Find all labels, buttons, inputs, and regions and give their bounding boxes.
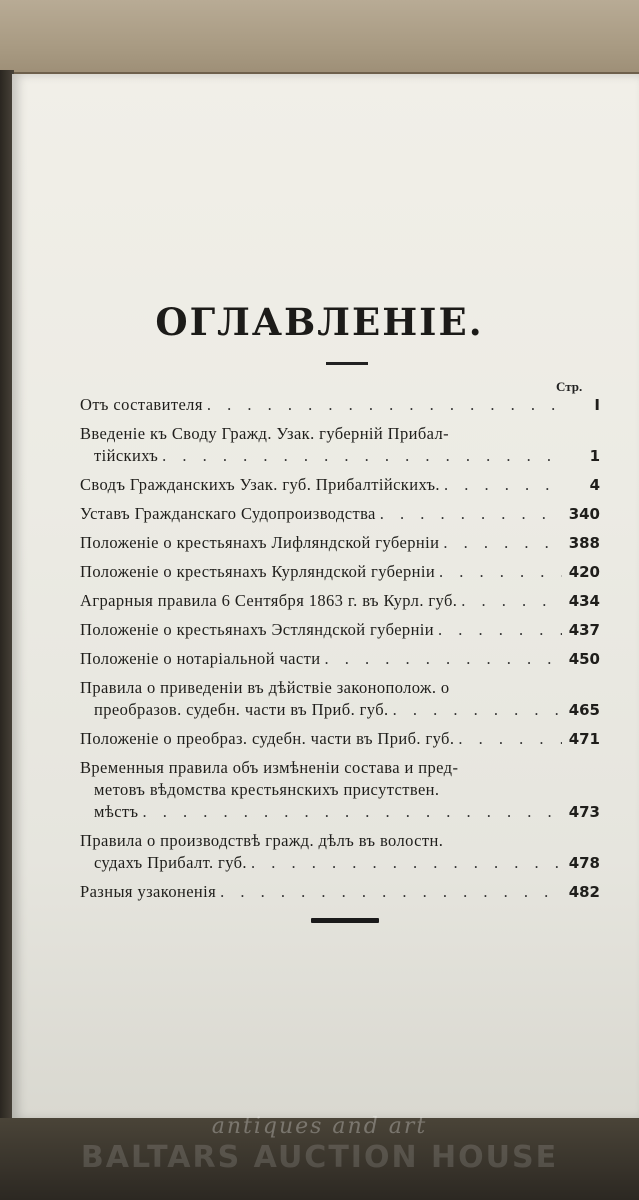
toc-entry-line	[80, 503, 600, 525]
toc-entry-line	[80, 881, 600, 903]
toc-entry-text: тiйскихъ	[94, 446, 159, 465]
toc-entry-line	[80, 757, 600, 779]
toc-page-number: 434	[568, 592, 600, 610]
closing-ornament-rule	[311, 918, 379, 923]
dot-leader	[458, 728, 562, 750]
toc-page-number: 482	[568, 883, 600, 901]
toc-page-number: 478	[568, 854, 600, 872]
toc-entry	[80, 532, 600, 554]
toc-page-number: 420	[568, 563, 600, 581]
toc-page-number: 1	[589, 447, 600, 465]
toc-entry-text: Сводъ Гражданскихъ Узак. губ. Прибалтiйскихъ.	[80, 475, 440, 494]
toc-entry	[80, 503, 600, 525]
toc-entry	[80, 590, 600, 612]
toc-entry	[80, 561, 600, 583]
toc-entry	[80, 728, 600, 750]
dot-leader	[162, 445, 562, 467]
toc-entry	[80, 830, 600, 874]
toc-entry-line	[80, 677, 600, 699]
toc-page-number: 437	[568, 621, 600, 639]
watermark-line-1: antiques and art	[211, 1114, 428, 1139]
toc-entry-text: Аграрныя правила 6 Сентября 1863 г. въ Курл. губ.	[80, 591, 458, 610]
dot-leader	[251, 852, 562, 874]
toc-entry-text: преобразов. судебн. части въ Приб. губ.	[94, 700, 389, 719]
toc-entry-line	[80, 801, 600, 823]
toc-entry-text: мѣстъ	[94, 802, 139, 821]
toc-entry-text: Положенiе о преобраз. судебн. части въ Приб. губ.	[80, 729, 455, 748]
toc-entry	[80, 619, 600, 641]
toc-page-number: I	[594, 396, 600, 414]
toc-page-number: 471	[568, 730, 600, 748]
dot-leader	[444, 474, 562, 496]
toc-entry-text: судахъ Прибалт. губ.	[94, 853, 247, 872]
dot-leader	[393, 699, 562, 721]
toc-entry-line	[80, 830, 600, 852]
toc-page-number: 465	[568, 701, 600, 719]
dot-leader	[461, 590, 562, 612]
toc-entry	[80, 677, 600, 721]
toc-entry	[80, 474, 600, 496]
toc-entry-line	[80, 590, 600, 612]
toc-page-number: 388	[568, 534, 600, 552]
toc-entry-line	[80, 728, 600, 750]
toc-entry-text: метовъ вѣдомства крестьянскихъ присутствен.	[94, 780, 440, 799]
toc-entry	[80, 423, 600, 467]
toc-entry-text: Положенiе о крестьянахъ Эстляндской губернiи	[80, 620, 435, 639]
toc-entry	[80, 757, 600, 823]
toc-page-number: 450	[568, 650, 600, 668]
dot-leader	[439, 561, 562, 583]
toc-page-number: 4	[589, 476, 600, 494]
toc-entry-line	[80, 648, 600, 670]
toc-entry-text: Разныя узаконенiя	[80, 882, 217, 901]
dot-leader	[380, 503, 562, 525]
table-of-contents	[80, 394, 600, 910]
toc-entry-text: Правила о приведенiи въ дѣйствiе законополож. о	[80, 678, 450, 697]
watermark-line-2: BALTARS AUCTION HOUSE	[80, 1140, 559, 1175]
title-underline-rule	[326, 362, 368, 365]
dot-leader	[142, 801, 562, 823]
toc-entry-text: Введенiе къ Своду Гражд. Узак. губернiй Прибал-	[80, 424, 450, 443]
toc-entry	[80, 394, 600, 416]
toc-entry-line	[80, 474, 600, 496]
page-column-label: Стр.	[556, 379, 583, 394]
toc-entry-line	[80, 699, 600, 721]
dot-leader	[324, 648, 562, 670]
dot-leader	[443, 532, 562, 554]
toc-entry-text: Временныя правила объ измѣненiи состава и пред-	[80, 758, 459, 777]
page-title: ОГЛАВЛЕНIЕ.	[155, 300, 484, 344]
toc-entry-line	[80, 852, 600, 874]
toc-entry	[80, 881, 600, 903]
toc-page-number: 340	[568, 505, 600, 523]
toc-entry-line	[80, 423, 600, 445]
toc-entry-line	[80, 445, 600, 467]
toc-entry-line	[80, 779, 600, 801]
toc-page-number: 473	[568, 803, 600, 821]
toc-entry-line	[80, 619, 600, 641]
dot-leader	[207, 394, 562, 416]
toc-entry	[80, 648, 600, 670]
toc-entry-text: Положенiе о крестьянахъ Курляндской губернiи	[80, 562, 436, 581]
toc-entry-text: Положенiе о крестьянахъ Лифляндской губернiи	[80, 533, 440, 552]
toc-entry-text: Положенiе о нотарiальной части	[80, 649, 321, 668]
dot-leader	[220, 881, 562, 903]
toc-entry-line	[80, 394, 600, 416]
toc-entry-text: Отъ составителя	[80, 395, 203, 414]
toc-entry-text: Правила о производствѣ гражд. дѣлъ въ волостн.	[80, 831, 444, 850]
toc-entry-line	[80, 532, 600, 554]
dot-leader	[438, 619, 562, 641]
toc-entry-text: Уставъ Гражданскаго Судопроизводства	[80, 504, 376, 523]
toc-entry-line	[80, 561, 600, 583]
wooden-table-background	[0, 0, 639, 80]
